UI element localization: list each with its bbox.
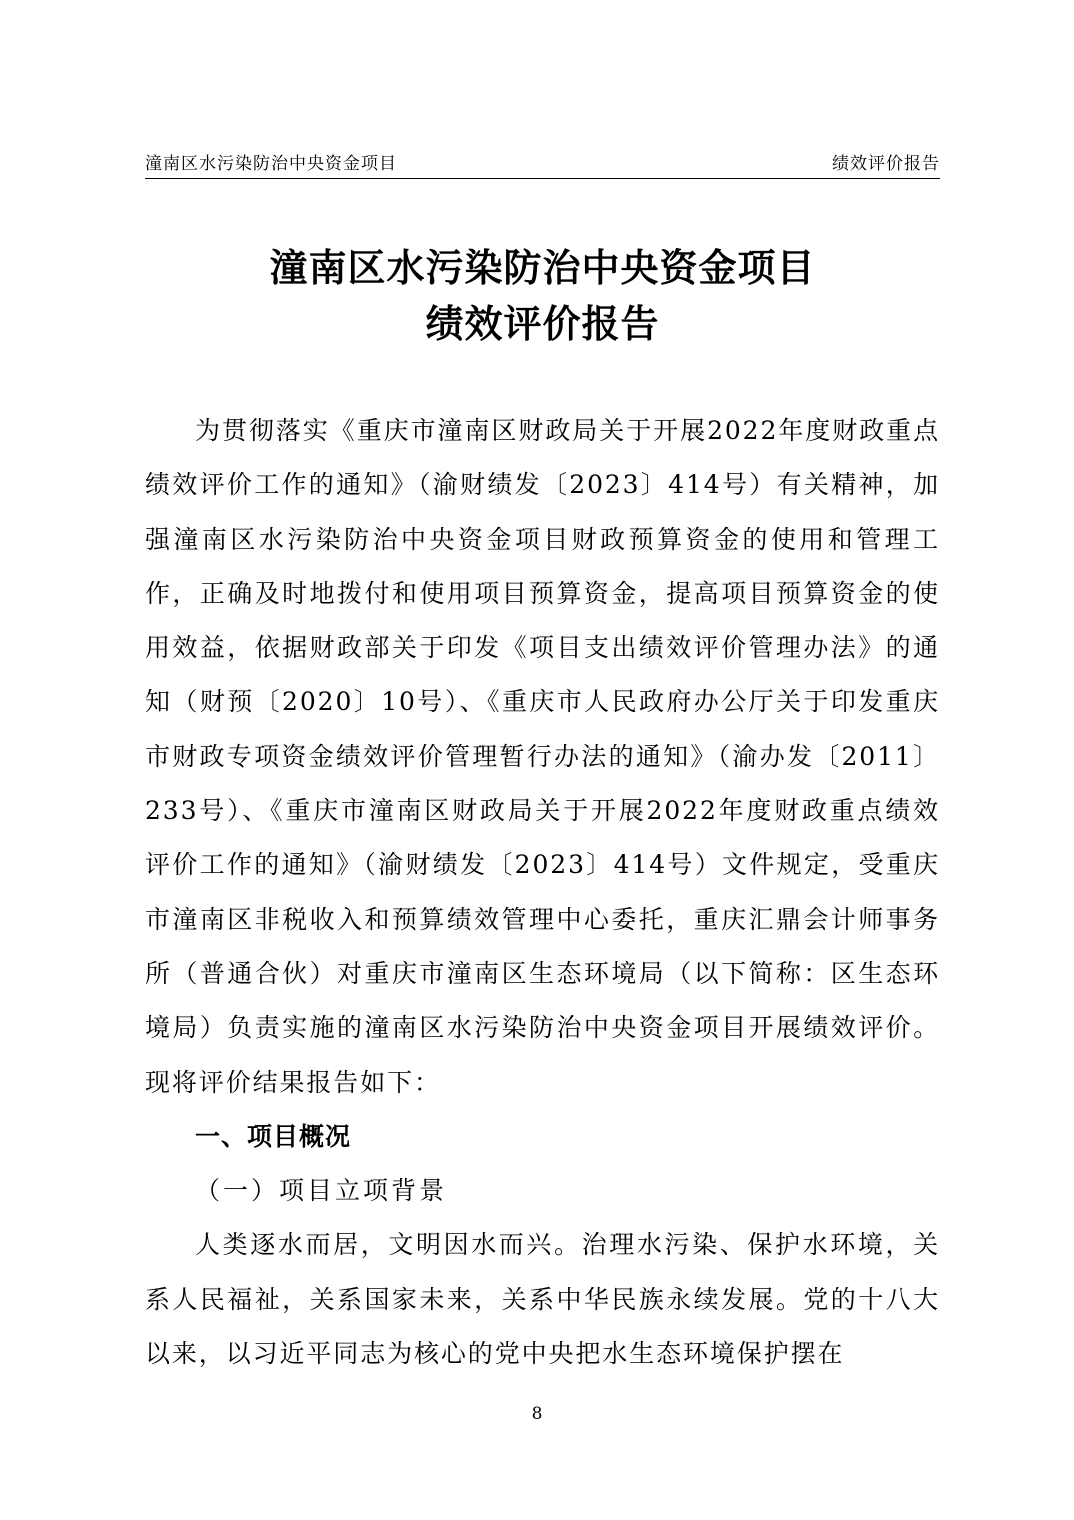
page-number: 8 [531, 1404, 543, 1424]
section-heading: 一、项目概况 [195, 1121, 352, 1151]
subsection-heading: （一）项目立项背景 [195, 1176, 448, 1206]
header-left-text: 潼南区水污染防治中央资金项目 [145, 154, 397, 174]
body-text [145, 404, 940, 1381]
header-right-text: 绩效评价报告 [832, 154, 940, 174]
running-header [145, 146, 940, 179]
background-paragraph: 人类逐水而居，文明因水而兴。治理水污染、保护水环境，关系人民福祉，关系国家未来，关系中华民族永续发展。党的十八大以来，以习近平同志为核心的党中央把水生态环境保护摆在 [145, 1230, 940, 1369]
title-line-1: 潼南区水污染防治中央资金项目 [269, 246, 816, 290]
document-title [145, 240, 940, 352]
title-line-2: 绩效评价报告 [425, 302, 660, 346]
intro-paragraph: 为贯彻落实《重庆市潼南区财政局关于开展2022年度财政重点绩效评价工作的通知》（渝财绩发〔2023〕414号）有关精神，加强潼南区水污染防治中央资金项目财政预算资金的使用和管理工作，正确及时地拨付和使用项目预算资金，提高项目预算资金的使用效益，依据财政部关于印发《项目支出绩效评价管理办法》的通知（财预〔2020〕10号）、《重庆市人民政府办公厅关于印发重庆市财政专项资金绩效评价管理暂行办法的通知》（渝办发〔2011〕233号）、《重庆市潼南区财政局关于开展2022年度财政重点绩效评价工作的通知》（渝财绩发〔2023〕414号）文件规定，受重庆市潼南区非税收入和预算绩效管理中心委托，重庆汇鼎会计师事务所（普通合伙）对重庆市潼南区生态环境局（以下简称：区生态环境局）负责实施的潼南区水污染防治中央资金项目开展绩效评价。现将评价结果报告如下： [145, 416, 940, 1097]
